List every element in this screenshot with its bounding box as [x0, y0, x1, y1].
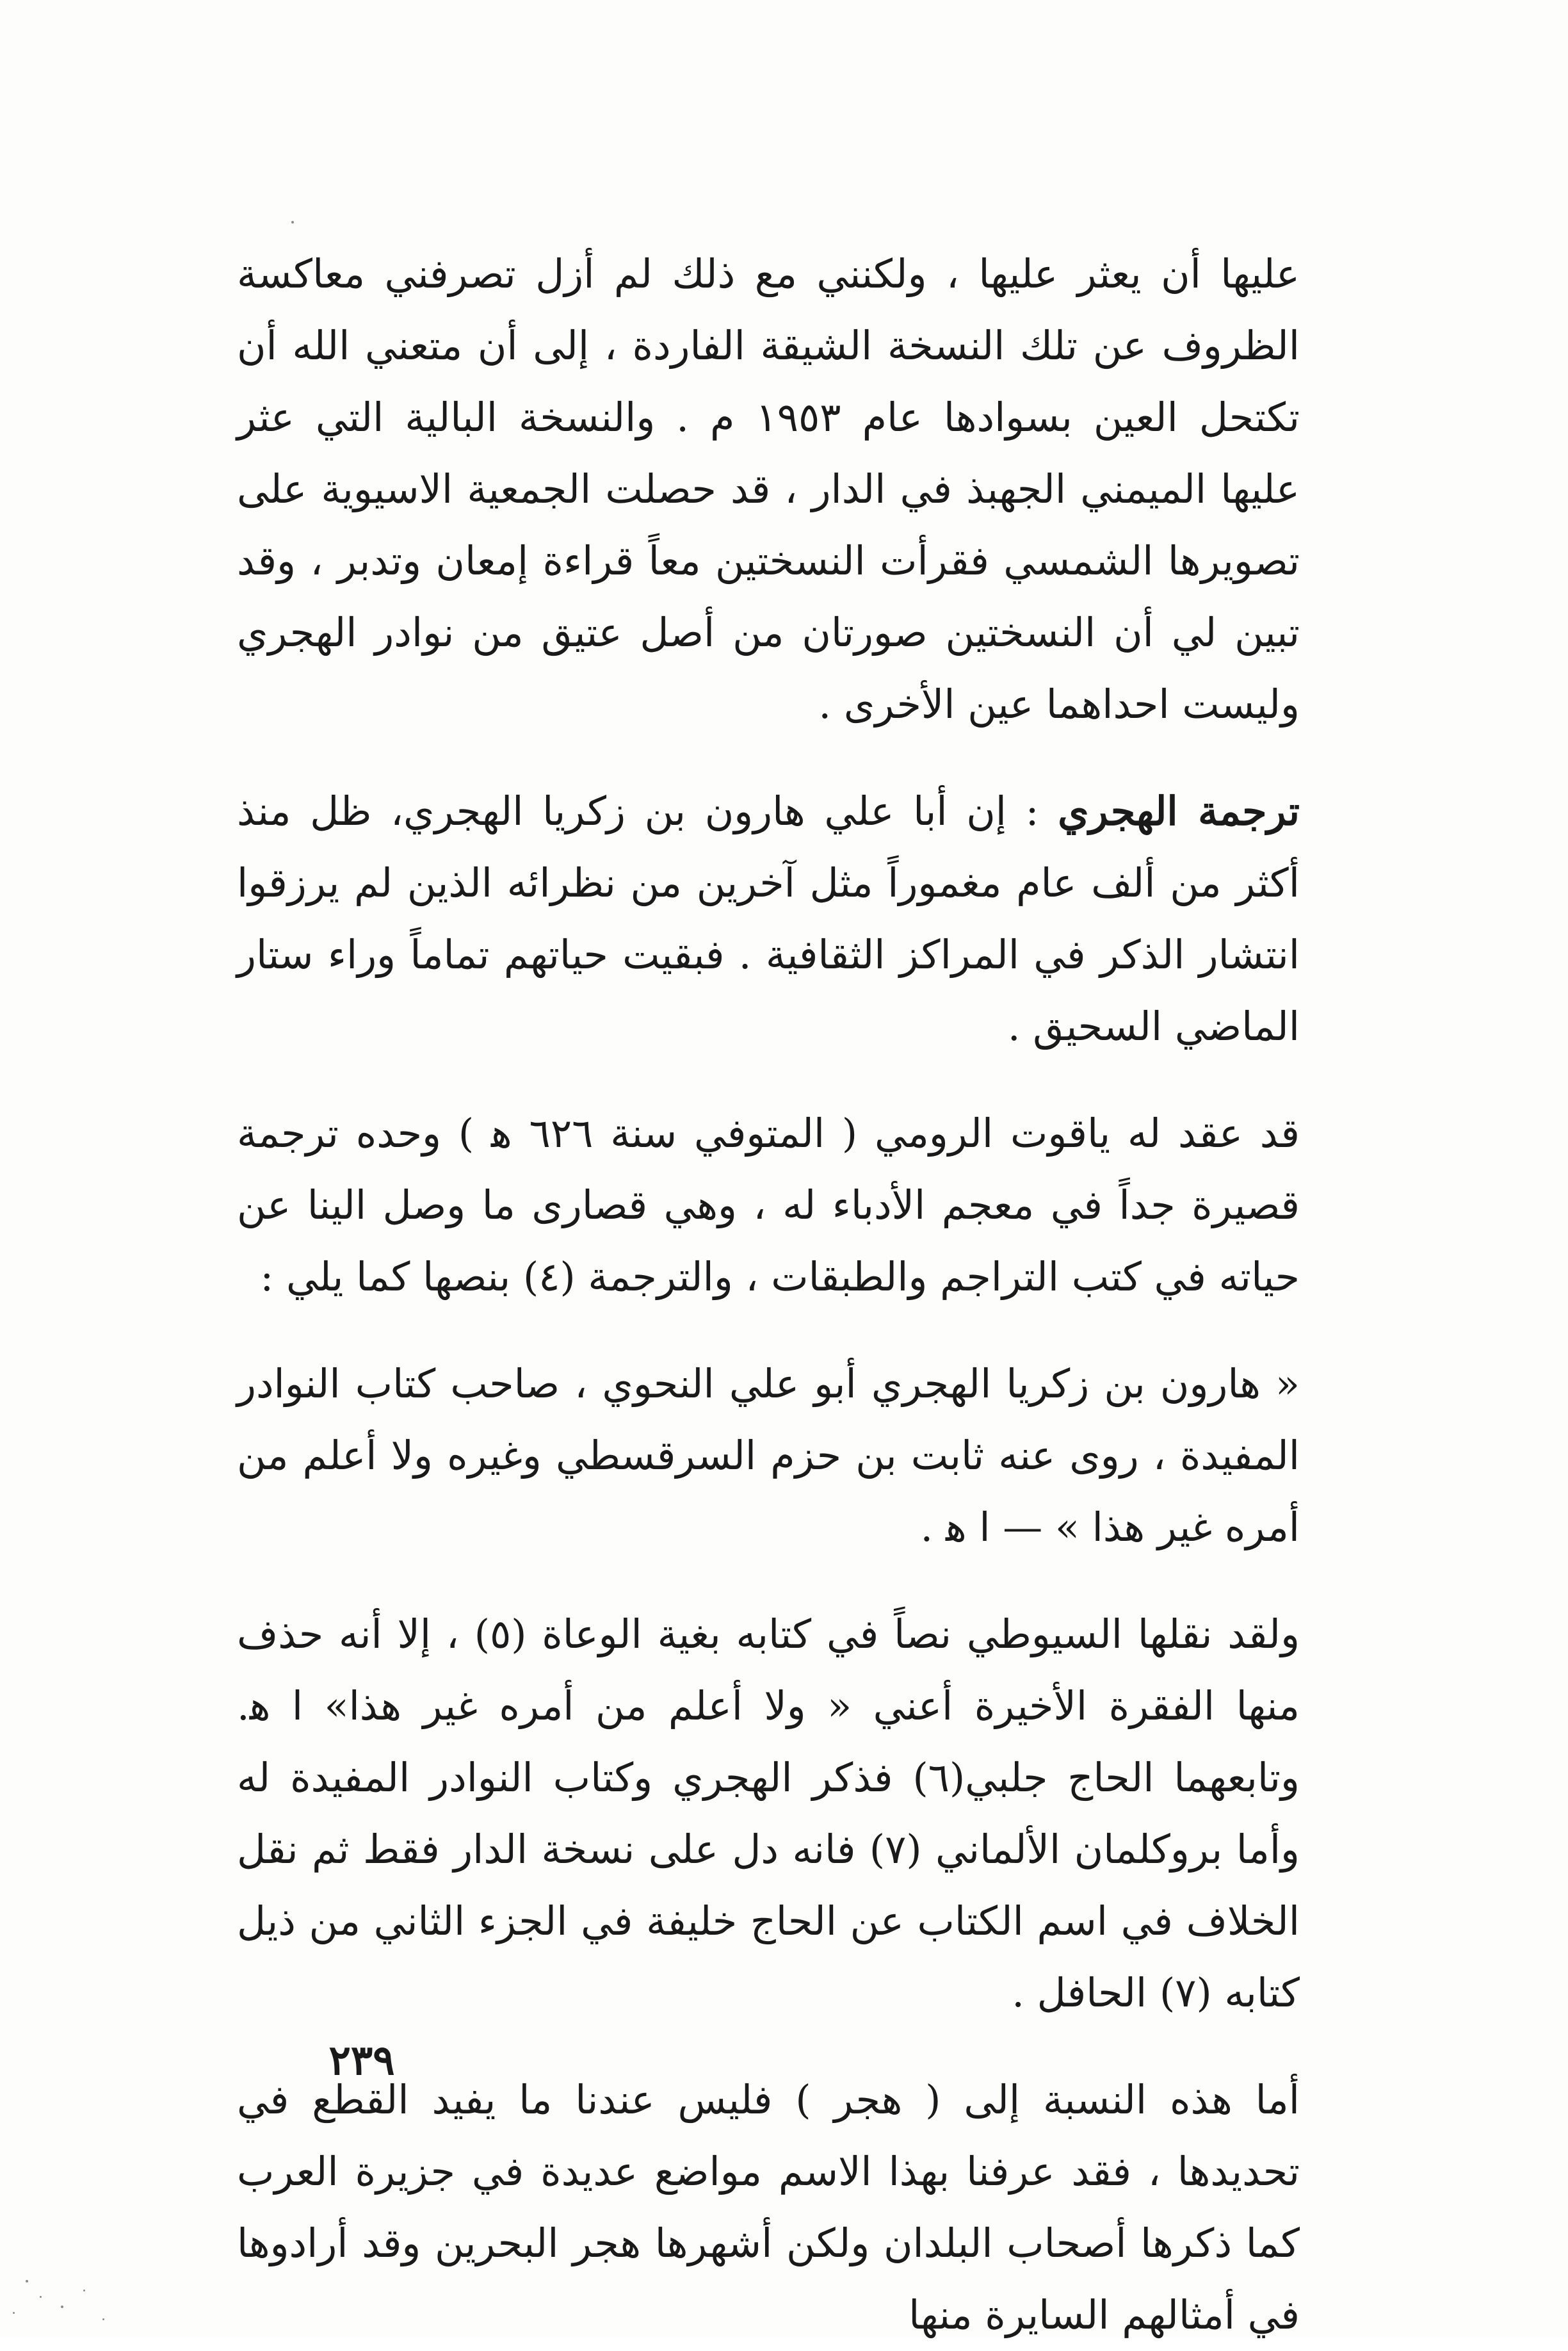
paragraph-text: أما هذه النسبة إلى ( هجر ) فليس عندنا ما يفيد القطع في تحديدها ، فقد عرفنا بهذا الاسم مواضع عديدة في جزيرة العرب كما ذكرها أصحاب البلدان ولكن أشهرها هجر البحرين وقد أرادوها في أمثالهم السايرة منها: [237, 2076, 1300, 2338]
paragraph-yaqut: [237, 1098, 1300, 1313]
paragraph-quotation: [237, 1348, 1300, 1563]
paragraph-suyuti: [237, 1599, 1300, 2029]
scan-speck: [102, 2318, 104, 2320]
scan-speck: [13, 2312, 15, 2314]
body-text: [237, 238, 1300, 2351]
paragraph-hajari-biography: [237, 776, 1300, 1062]
scan-speck: [291, 221, 294, 224]
paragraph-text: عليها أن يعثر عليها ، ولكنني مع ذلك لم أزل تصرفني معاكسة الظروف عن تلك النسخة الشيقة الفاردة ، إلى أن متعني الله أن تكتحل العين بسوادها عام ١٩٥٣ م . والنسخة البالية التي عثر عليها الميمني الجهبذ في الدار ، قد حصلت الجمعية الاسيوية على تصويرها الشمسي فقرأت النسختين معاً قراءة إمعان وتدبر ، وقد تبين لي أن النسختين صورتان من أصل عتيق من نوادر الهجري وليست احداهما عين الأخرى .: [237, 250, 1300, 728]
paragraph-text: « هارون بن زكريا الهجري أبو علي النحوي ، صاحب كتاب النوادر المفيدة ، روى عنه ثابت بن حزم السرقسطي وغيره ولا أعلم من أمره غير هذا » — ا ﻫ .: [237, 1360, 1300, 1550]
paragraph-text: : إن أبا علي هارون بن زكريا الهجري، ظل منذ أكثر من ألف عام مغموراً مثل آخرين من نظرائه الذين لم يرزقوا انتشار الذكر في المراكز الثقافية . فبقيت حياتهم تماماً وراء ستار الماضي السحيق .: [237, 788, 1300, 1050]
page-number: ٢٣٩: [328, 2037, 395, 2085]
section-heading: ترجمة الهجري: [1058, 788, 1300, 834]
scan-speck: [61, 2306, 63, 2308]
paragraph-manuscripts: [237, 238, 1300, 740]
scan-speck: [40, 2296, 42, 2298]
paragraph-hajar-nisba: [237, 2064, 1300, 2351]
paragraph-text: قد عقد له ياقوت الرومي ( المتوفي سنة ٦٢٦ ﻫ ) وحده ترجمة قصيرة جداً في معجم الأدباء له ، وهي قصارى ما وصل الينا عن حياته في كتب التراجم والطبقات ، والترجمة (٤) بنصها كما يلي :: [237, 1110, 1300, 1300]
paragraph-text: ولقد نقلها السيوطي نصاً في كتابه بغية الوعاة (٥) ، إلا أنه حذف منها الفقرة الأخيرة أعني « ولا أعلم من أمره غير هذا» ا ﻫ. وتابعهما الحاج جلبي(٦) فذكر الهجري وكتاب النوادر المفيدة له وأما بروكلمان الألماني (٧) فانه دل على نسخة الدار فقط ثم نقل الخلاف في اسم الكتاب عن الحاج خليفة في الجزء الثاني من ذيل كتابه (٧) الحافل .: [237, 1611, 1300, 2016]
scan-speck: [83, 2290, 85, 2291]
scan-speck: [26, 2280, 28, 2282]
